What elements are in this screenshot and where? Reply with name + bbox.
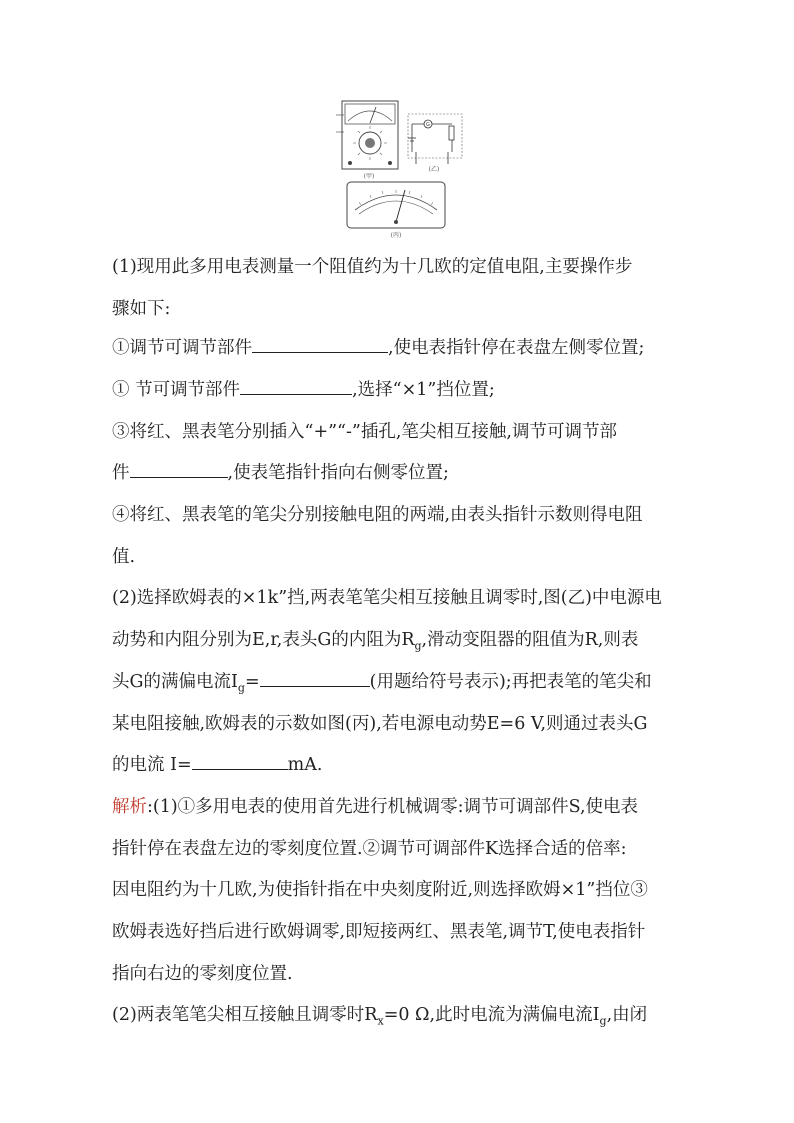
step2-text-b: ,选择“×1”挡位置; bbox=[352, 380, 495, 400]
q2-line3-text-a: 头G的满偏电流I bbox=[112, 672, 238, 692]
analysis-label: 解析 bbox=[112, 797, 147, 817]
analysis-line4: 欧姆表选好挡后进行欧姆调零,即短接两红、黑表笔,调节T,使电表指针 bbox=[112, 922, 646, 942]
analysis-line2: 指针停在表盘左边的零刻度位置.②调节可调部件K选择合适的倍率: bbox=[112, 839, 627, 859]
answer-blank-1[interactable] bbox=[252, 336, 388, 353]
analysis-line5: 指向右边的零刻度位置. bbox=[112, 964, 293, 984]
step2-text-a: ① 节可调节部件 bbox=[112, 380, 241, 400]
analysis-line6 bbox=[112, 1001, 647, 1028]
step3-text-a: 件 bbox=[112, 463, 130, 483]
step3-text-b: ,使表笔指针指向右侧零位置; bbox=[227, 463, 449, 483]
figure-caption-yi: (乙) bbox=[428, 166, 440, 173]
step4-line1: ④将红、黑表笔的笔尖分别接触电阻的两端,由表头指针示数则得电阻 bbox=[112, 505, 643, 525]
q2-line2-text-a: 动势和内阻分别为E,r,表头G的内阻为R bbox=[112, 630, 415, 650]
q2-line2 bbox=[112, 626, 638, 653]
step1-text-a: ①调节可调节部件 bbox=[112, 338, 252, 358]
analysis-text-1: :(1)①多用电表的使用首先进行机械调零:调节可调部件S,使电表 bbox=[147, 797, 639, 817]
step2 bbox=[112, 376, 495, 401]
q2-line3-equals: = bbox=[244, 672, 260, 692]
subscript-g: g bbox=[414, 639, 422, 653]
subscript-x: x bbox=[377, 1014, 384, 1028]
q2-line5 bbox=[112, 751, 322, 776]
answer-blank-4[interactable] bbox=[260, 670, 370, 687]
q2-line1: (2)选择欧姆表的×1k”挡,两表笔笔尖相互接触且调零时,图(乙)中电源电 bbox=[112, 588, 662, 608]
subscript-g: g bbox=[237, 681, 245, 695]
figure-caption-bing: (丙) bbox=[390, 232, 402, 239]
figure-caption-jia: (甲) bbox=[363, 173, 375, 180]
analysis-line3: 因电阻约为十几欧,为使指针指在中央刻度附近,则选择欧姆×1”挡位③ bbox=[112, 880, 648, 900]
q2-line2-text-b: ,滑动变阻器的阻值为R,则表 bbox=[421, 630, 639, 650]
step1-text-b: ,使电表指针停在表盘左侧零位置; bbox=[388, 338, 645, 358]
q1-line1: (1)现用此多用电表测量一个阻值约为十几欧的定值电阻,主要操作步 bbox=[112, 257, 633, 277]
q2-line4: 某电阻接触,欧姆表的示数如图(丙),若电源电动势E=6 V,则通过表头G bbox=[112, 714, 648, 734]
q1-line2: 骤如下: bbox=[112, 299, 171, 319]
q2-line3-text-c: (用题给符号表示);再把表笔的笔尖和 bbox=[369, 672, 652, 692]
answer-blank-5[interactable] bbox=[192, 753, 288, 770]
subscript-g: g bbox=[599, 1014, 607, 1028]
answer-blank-3[interactable] bbox=[130, 461, 228, 478]
q2-line5-text-a: 的电流 I= bbox=[112, 755, 192, 775]
q2-line5-text-b: mA. bbox=[287, 755, 323, 775]
q2-line3 bbox=[112, 668, 652, 695]
step4-line2: 值. bbox=[112, 547, 136, 567]
analysis-line6-text-b: =0 Ω,此时电流为满偏电流I bbox=[383, 1005, 600, 1025]
step1 bbox=[112, 334, 644, 359]
svg-text:G: G bbox=[426, 122, 430, 128]
answer-blank-2[interactable] bbox=[240, 378, 352, 395]
analysis-line6-text-a: (2)两表笔笔尖相互接触且调零时R bbox=[112, 1005, 378, 1025]
analysis-line6-text-c: ,由闭 bbox=[606, 1005, 648, 1025]
step3-line1: ③将红、黑表笔分别插入“+”“-”插孔,笔尖相互接触,调节可调节部 bbox=[112, 422, 617, 442]
step3-line2 bbox=[112, 459, 449, 484]
question-text bbox=[112, 0, 688, 1123]
analysis-line1 bbox=[112, 793, 638, 818]
